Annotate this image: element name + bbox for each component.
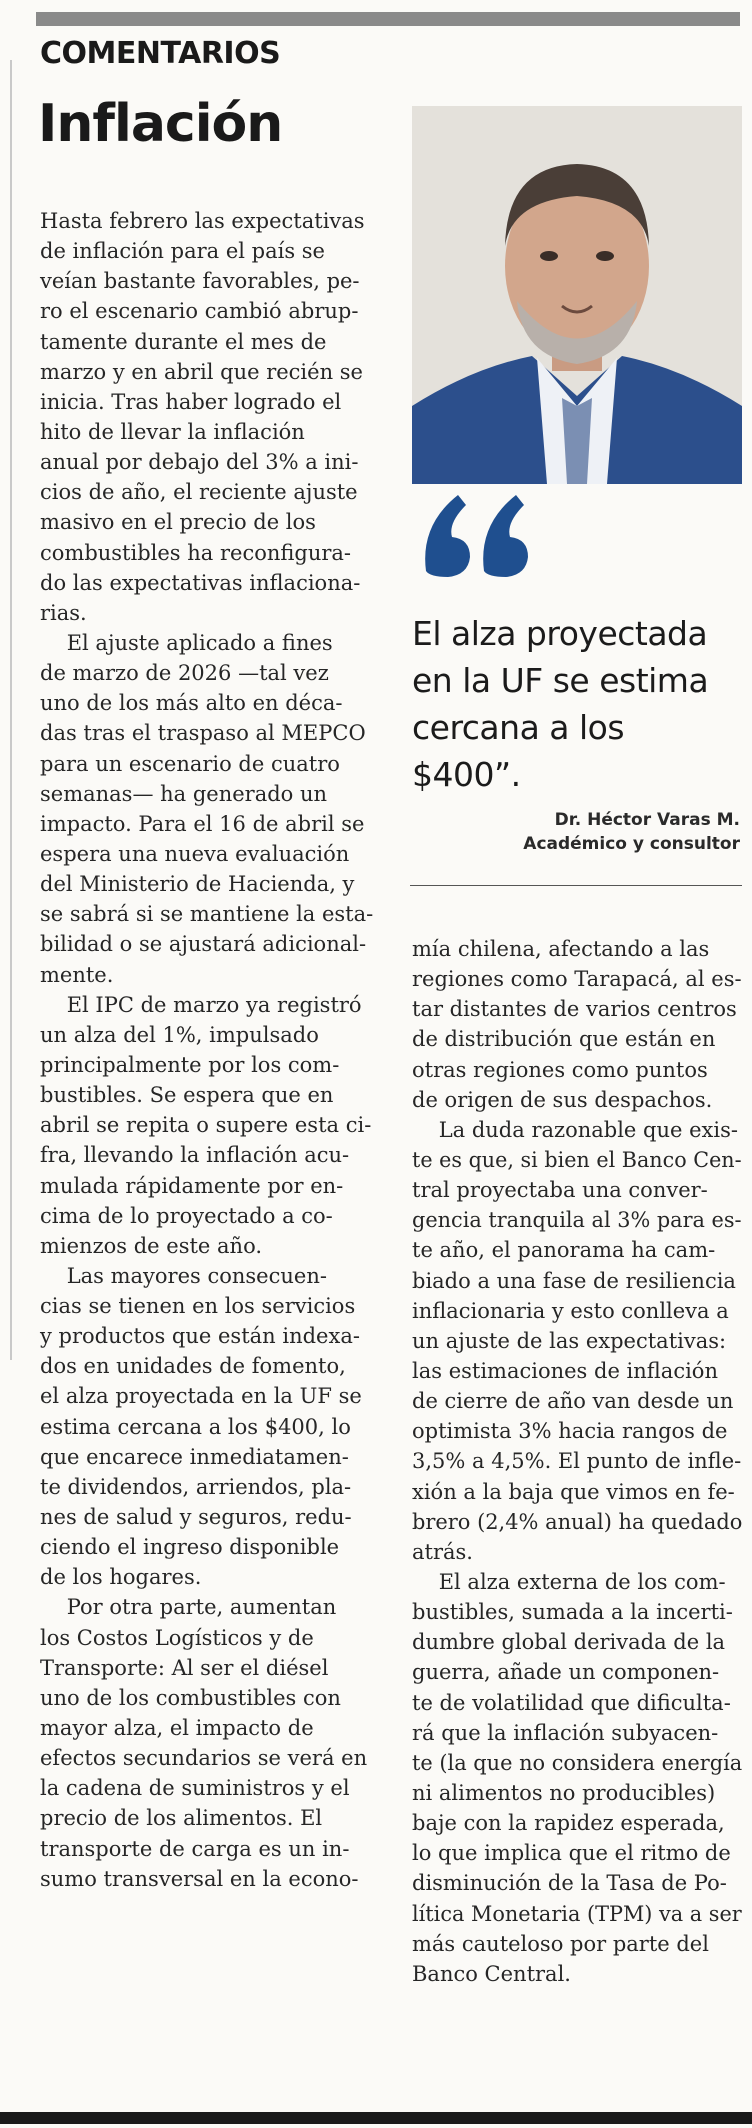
body-text-line: anual por debajo del 3% a ini- xyxy=(40,450,359,475)
body-text-line: la cadena de suministros y el xyxy=(40,1776,350,1801)
body-text-line: baje con la rapidez esperada, xyxy=(412,1811,725,1836)
top-rule xyxy=(36,12,740,26)
body-text-line: Hasta febrero las expectativas xyxy=(40,209,365,233)
body-text-line: tral proyectaba una conver- xyxy=(412,1178,708,1203)
body-text-line: dumbre global derivada de la xyxy=(412,1630,726,1655)
body-text-line: disminución de la Tasa de Po- xyxy=(412,1871,727,1896)
body-text-line: El alza externa de los com- xyxy=(412,1569,726,1594)
body-text-line: sumo transversal en la econo- xyxy=(40,1866,359,1891)
quote-mark-icon xyxy=(418,475,538,585)
body-text-line: El IPC de marzo ya registró xyxy=(40,992,362,1017)
body-text-line: mente. xyxy=(40,962,114,987)
body-text-line: tamente durante el mes de xyxy=(40,329,327,354)
body-text-line: Transporte: Al ser el diésel xyxy=(40,1655,329,1680)
body-text-line: otras regiones como puntos xyxy=(412,1057,708,1082)
pull-quote-line: $400”. xyxy=(412,755,521,794)
body-column-right xyxy=(412,934,742,1989)
body-text-line: gencia tranquila al 3% para es- xyxy=(412,1208,742,1233)
body-text-line: La duda razonable que exis- xyxy=(412,1117,738,1142)
body-text-line: lo que implica que el ritmo de xyxy=(412,1841,731,1866)
body-text-line: rá que la inflación subyacen- xyxy=(412,1720,719,1745)
body-text-line: te (la que no considera energía xyxy=(412,1750,743,1775)
body-text-line: las estimaciones de inflación xyxy=(412,1358,718,1383)
bottom-rule xyxy=(0,2112,752,2124)
body-text-line: inicia. Tras haber logrado el xyxy=(40,389,342,414)
body-text-line: cias se tienen en los servicios xyxy=(40,1294,356,1319)
body-text-line: mía chilena, afectando a las xyxy=(412,937,710,961)
body-text-line: el alza proyectada en la UF se xyxy=(40,1384,362,1409)
body-text-line: principalmente por los com- xyxy=(40,1052,340,1077)
pull-quote-line: El alza proyectada xyxy=(412,614,708,653)
body-text-line: nes de salud y seguros, redu- xyxy=(40,1505,352,1530)
body-text-line: abril se repita o supere esta ci- xyxy=(40,1113,372,1138)
body-column-left xyxy=(40,206,378,1894)
section-label: COMENTARIOS xyxy=(40,36,281,71)
body-text-line: se sabrá si se mantiene la esta- xyxy=(40,902,374,927)
body-text-line: de los hogares. xyxy=(40,1565,202,1590)
body-text-line: más cauteloso por parte del xyxy=(412,1931,709,1956)
body-text-line: Banco Central. xyxy=(412,1961,571,1986)
body-text-line: del Ministerio de Hacienda, y xyxy=(40,872,355,897)
body-text-line: mulada rápidamente por en- xyxy=(40,1173,344,1198)
body-text-line: te de volatilidad que dificulta- xyxy=(412,1690,731,1715)
body-text-line: que encarece inmediatamen- xyxy=(40,1444,349,1469)
body-text-line: transporte de carga es un in- xyxy=(40,1836,350,1861)
body-text-line: masivo en el precio de los xyxy=(40,510,316,535)
body-text-line: tar distantes de varios centros xyxy=(412,997,737,1022)
pull-quote xyxy=(412,610,742,798)
body-text-line: estima cercana a los $400, lo xyxy=(40,1414,351,1439)
body-text-line: regiones como Tarapacá, al es- xyxy=(412,967,742,992)
body-text-line: atrás. xyxy=(412,1539,473,1564)
body-text-line: uno de los combustibles con xyxy=(40,1685,341,1710)
body-text-line: rias. xyxy=(40,600,87,625)
body-text-line: mayor alza, el impacto de xyxy=(40,1716,314,1741)
body-text-line: bustibles. Se espera que en xyxy=(40,1083,334,1108)
body-text-line: cima de lo proyectado a co- xyxy=(40,1203,333,1228)
author-role: Académico y consultor xyxy=(523,834,740,854)
body-text-line: mienzos de este año. xyxy=(40,1233,263,1258)
body-text-line: y productos que están indexa- xyxy=(40,1324,360,1349)
margin-rule xyxy=(10,60,12,1360)
body-text-line: xión a la baja que vimos en fe- xyxy=(412,1479,735,1504)
body-text-line: lítica Monetaria (TPM) va a ser xyxy=(412,1901,742,1926)
body-text-line: inflacionaria y esto conlleva a xyxy=(412,1298,729,1323)
body-text-line: semanas— ha generado un xyxy=(40,781,328,806)
body-text-line: marzo y en abril que recién se xyxy=(40,359,363,384)
body-text-line: veían bastante favorables, pe- xyxy=(40,269,360,294)
pull-quote-line: en la UF se estima xyxy=(412,661,709,700)
body-text-line: los Costos Logísticos y de xyxy=(40,1625,314,1650)
body-text-line: uno de los más alto en déca- xyxy=(40,691,343,716)
body-text-line: biado a una fase de resiliencia xyxy=(412,1268,736,1293)
body-text-line: de marzo de 2026 —tal vez xyxy=(40,661,329,686)
body-text-line: ciendo el ingreso disponible xyxy=(40,1535,340,1560)
body-text-line: El ajuste aplicado a fines xyxy=(40,630,333,655)
body-text-line: Las mayores consecuen- xyxy=(40,1263,327,1288)
article-title: Inflación xyxy=(38,94,283,154)
body-text-line: hito de llevar la inflación xyxy=(40,419,305,444)
body-text-line: efectos secundarios se verá en xyxy=(40,1746,368,1771)
body-text-line: bustibles, sumada a la incerti- xyxy=(412,1600,733,1625)
body-text-line: fra, llevando la inflación acu- xyxy=(40,1143,350,1168)
body-text-line: guerra, añade un componen- xyxy=(412,1660,720,1685)
body-text-line: do las expectativas inflaciona- xyxy=(40,570,361,595)
pull-quote-line: cercana a los xyxy=(412,708,625,747)
body-text-line: optimista 3% hacia rangos de xyxy=(412,1419,728,1444)
body-text-line: precio de los alimentos. El xyxy=(40,1806,323,1831)
body-text-line: 3,5% a 4,5%. El punto de infle- xyxy=(412,1449,742,1474)
body-text-line: te es que, si bien el Banco Cen- xyxy=(412,1147,742,1172)
body-text-line: cios de año, el reciente ajuste xyxy=(40,480,358,505)
body-text-line: un ajuste de las expectativas: xyxy=(412,1328,727,1353)
body-text-line: te dividendos, arriendos, pla- xyxy=(40,1474,352,1499)
body-text-line: para un escenario de cuatro xyxy=(40,751,340,776)
body-text-line: de inflación para el país se xyxy=(40,239,325,264)
author-name: Dr. Héctor Varas M. xyxy=(554,810,740,830)
body-text-line: un alza del 1%, impulsado xyxy=(40,1022,319,1047)
body-text-line: bilidad o se ajustará adicional- xyxy=(40,932,367,957)
body-text-line: te año, el panorama ha cam- xyxy=(412,1238,716,1263)
body-text-line: combustibles ha reconfigura- xyxy=(40,540,352,565)
author-credit xyxy=(523,808,740,856)
body-text-line: ni alimentos no producibles) xyxy=(412,1780,716,1805)
body-text-line: brero (2,4% anual) ha quedado xyxy=(412,1509,743,1534)
body-text-line: de origen de sus despachos. xyxy=(412,1087,713,1112)
body-text-line: de distribución que están en xyxy=(412,1027,716,1052)
author-photo xyxy=(412,106,742,484)
portrait-illustration xyxy=(412,106,742,484)
body-text-line: Por otra parte, aumentan xyxy=(40,1595,337,1620)
body-text-line: de cierre de año van desde un xyxy=(412,1389,734,1414)
body-text-line: dos en unidades de fomento, xyxy=(40,1354,346,1379)
body-text-line: impacto. Para el 16 de abril se xyxy=(40,811,365,836)
body-text-line: das tras el traspaso al MEPCO xyxy=(40,721,366,746)
pull-quote-divider xyxy=(410,885,742,886)
body-text-line: espera una nueva evaluación xyxy=(40,841,350,866)
body-text-line: ro el escenario cambió abrup- xyxy=(40,299,359,324)
